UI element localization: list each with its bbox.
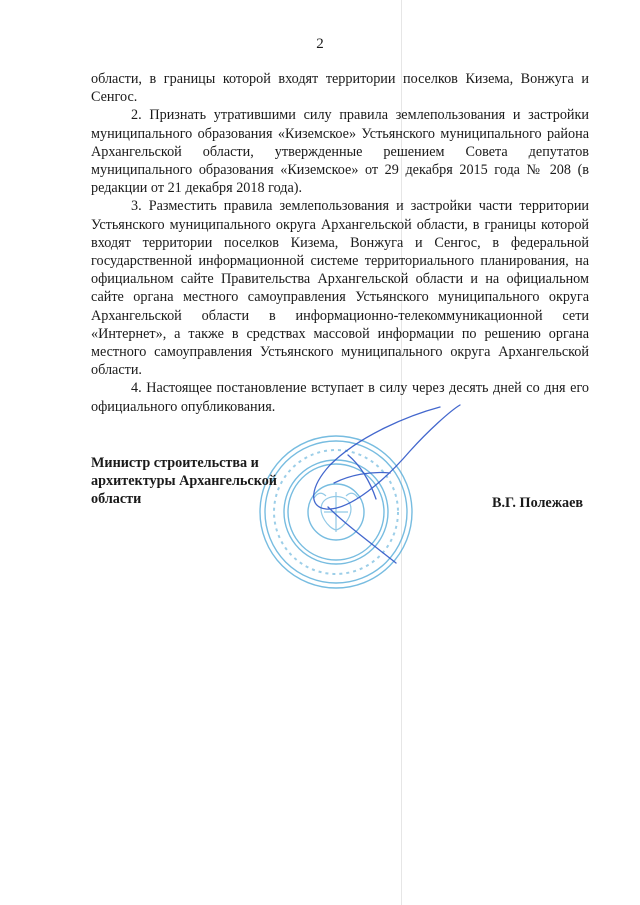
paragraph-3: 3. Разместить правила землепользования и застройки части территории Устьянского муниципального округа Архангельской области, в границы которой входят территории поселков Кизема, Вонжуга и Сенгос, в федеральной государственной информационной системе территориального планирования, на официальном сайте Правительства Архангельской области и на официальном сайте органа местного самоуправления Устьянского муниципального округа Архангельской области в информационно-телекоммуникационной сети «Интернет», а также в средствах массовой информации по решению органа местного самоуправления Устьянского муниципального округа Архангельской области. — [91, 198, 589, 379]
signatory-position-line-1: Министр строительства и — [91, 455, 259, 471]
paragraph-1-continuation: области, в границы которой входят территории поселков Кизема, Вонжуга и Сенгос. — [91, 71, 589, 106]
page-number: 2 — [316, 36, 324, 52]
signatory-position-line-3: области — [91, 491, 142, 508]
signatory-position-line-2: архитектуры Архангельской — [91, 473, 277, 490]
signatory-position — [91, 454, 321, 509]
paragraph-4: 4. Настоящее постановление вступает в силу через десять дней со дня его официального опубликования. — [91, 380, 589, 415]
signatory-name: В.Г. Полежаев — [492, 495, 584, 511]
paragraph-2: 2. Признать утратившими силу правила землепользования и застройки муниципального образования «Киземское» Устьянского муниципального района Архангельской области, утвержденные решением Совета депутатов муниципального образования «Киземское» от 29 декабря 2015 года № 208 (в редакции от 21 декабря 2018 года). — [91, 107, 589, 197]
body-text — [91, 70, 589, 416]
